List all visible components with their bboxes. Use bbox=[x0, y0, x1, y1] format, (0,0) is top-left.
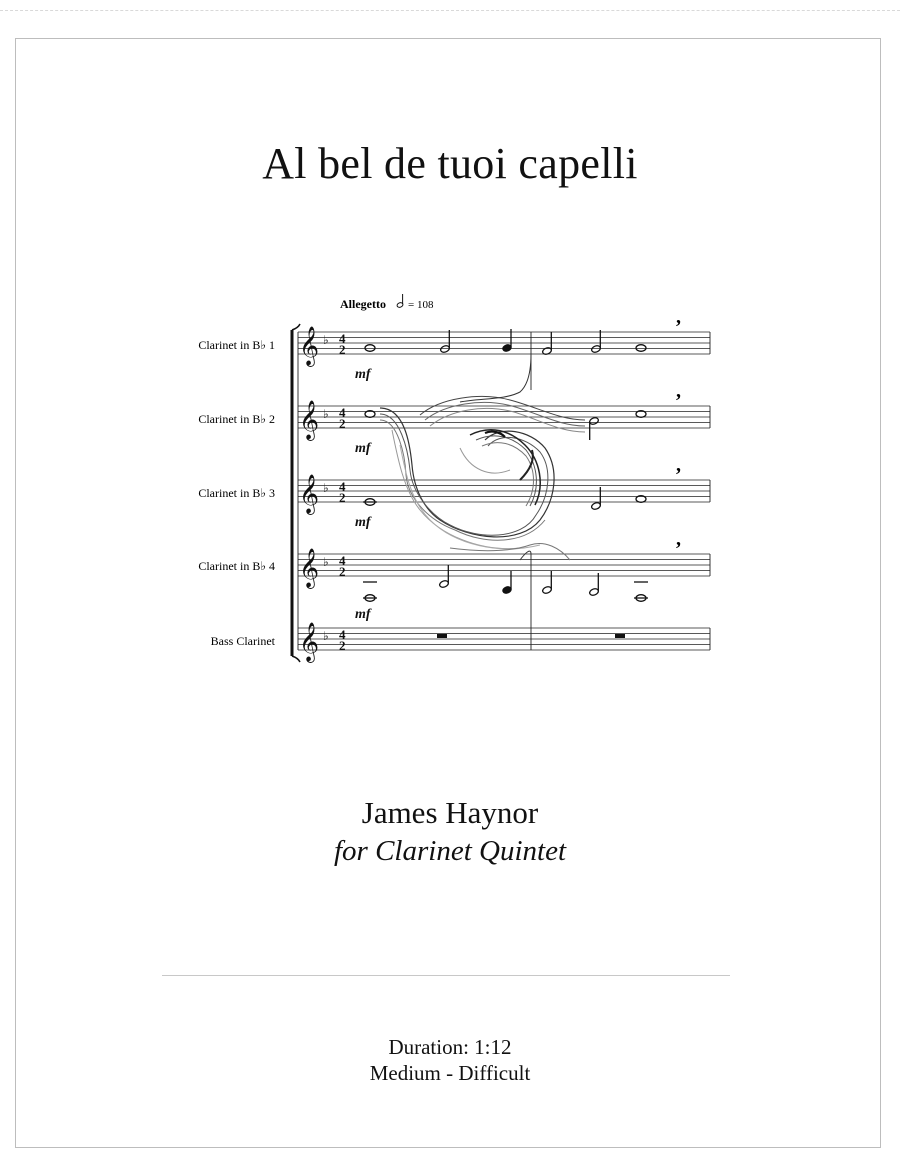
flat-icon: ♭ bbox=[323, 333, 329, 347]
time-sig-bottom: 2 bbox=[339, 638, 346, 653]
treble-clef-icon: 𝄞 bbox=[299, 474, 320, 514]
breath-mark: , bbox=[676, 454, 681, 476]
staff-name-5: Bass Clarinet bbox=[210, 634, 275, 648]
staff-name-4: Clarinet in B♭ 4 bbox=[198, 559, 275, 573]
staff-4-lines bbox=[298, 554, 710, 576]
time-sig-top: 4 bbox=[339, 331, 346, 346]
flat-icon: ♭ bbox=[323, 555, 329, 569]
time-sig-bottom: 2 bbox=[339, 564, 346, 579]
breath-mark: , bbox=[676, 306, 681, 328]
time-sig-bottom: 2 bbox=[339, 490, 346, 505]
page-title: Al bel de tuoi capelli bbox=[262, 139, 638, 188]
flat-icon: ♭ bbox=[323, 481, 329, 495]
time-sig-bottom: 2 bbox=[339, 342, 346, 357]
difficulty-text: Medium - Difficult bbox=[369, 1061, 531, 1085]
breath-mark: , bbox=[676, 528, 681, 550]
treble-clef-icon: 𝄞 bbox=[299, 326, 320, 366]
time-sig-top: 4 bbox=[339, 405, 346, 420]
dynamic-mark: mf bbox=[355, 441, 371, 456]
flat-icon: ♭ bbox=[323, 629, 329, 643]
flat-icon: ♭ bbox=[323, 407, 329, 421]
breath-mark: , bbox=[676, 380, 681, 402]
duration-text: Duration: 1:12 bbox=[388, 1035, 512, 1059]
time-sig-top: 4 bbox=[339, 627, 346, 642]
treble-clef-icon: 𝄞 bbox=[299, 622, 320, 662]
staff-name-1: Clarinet in B♭ 1 bbox=[198, 338, 275, 352]
staff-2-lines bbox=[298, 406, 710, 428]
composer-name: James Haynor bbox=[361, 795, 539, 830]
treble-clef-icon: 𝄞 bbox=[299, 400, 320, 440]
divider bbox=[162, 975, 730, 976]
instrumentation: for Clarinet Quintet bbox=[334, 835, 566, 867]
dynamic-mark: mf bbox=[355, 367, 371, 382]
time-sig-top: 4 bbox=[339, 553, 346, 568]
staff-5-lines bbox=[298, 628, 710, 650]
dynamic-mark: mf bbox=[355, 607, 371, 622]
staff-3-notes bbox=[363, 487, 646, 510]
treble-clef-icon: 𝄞 bbox=[299, 548, 320, 588]
staff-name-3: Clarinet in B♭ 3 bbox=[198, 486, 275, 500]
tempo-note-icon bbox=[396, 294, 403, 308]
tempo-text: Allegetto bbox=[340, 297, 386, 311]
dynamic-mark: mf bbox=[355, 515, 371, 530]
staff-1-notes bbox=[365, 329, 646, 355]
time-sig-top: 4 bbox=[339, 479, 346, 494]
time-sig-bottom: 2 bbox=[339, 416, 346, 431]
staff-3-lines bbox=[298, 480, 710, 502]
staff-name-2: Clarinet in B♭ 2 bbox=[198, 412, 275, 426]
tempo-value: = 108 bbox=[408, 299, 434, 311]
swirl-distortion bbox=[380, 354, 585, 560]
